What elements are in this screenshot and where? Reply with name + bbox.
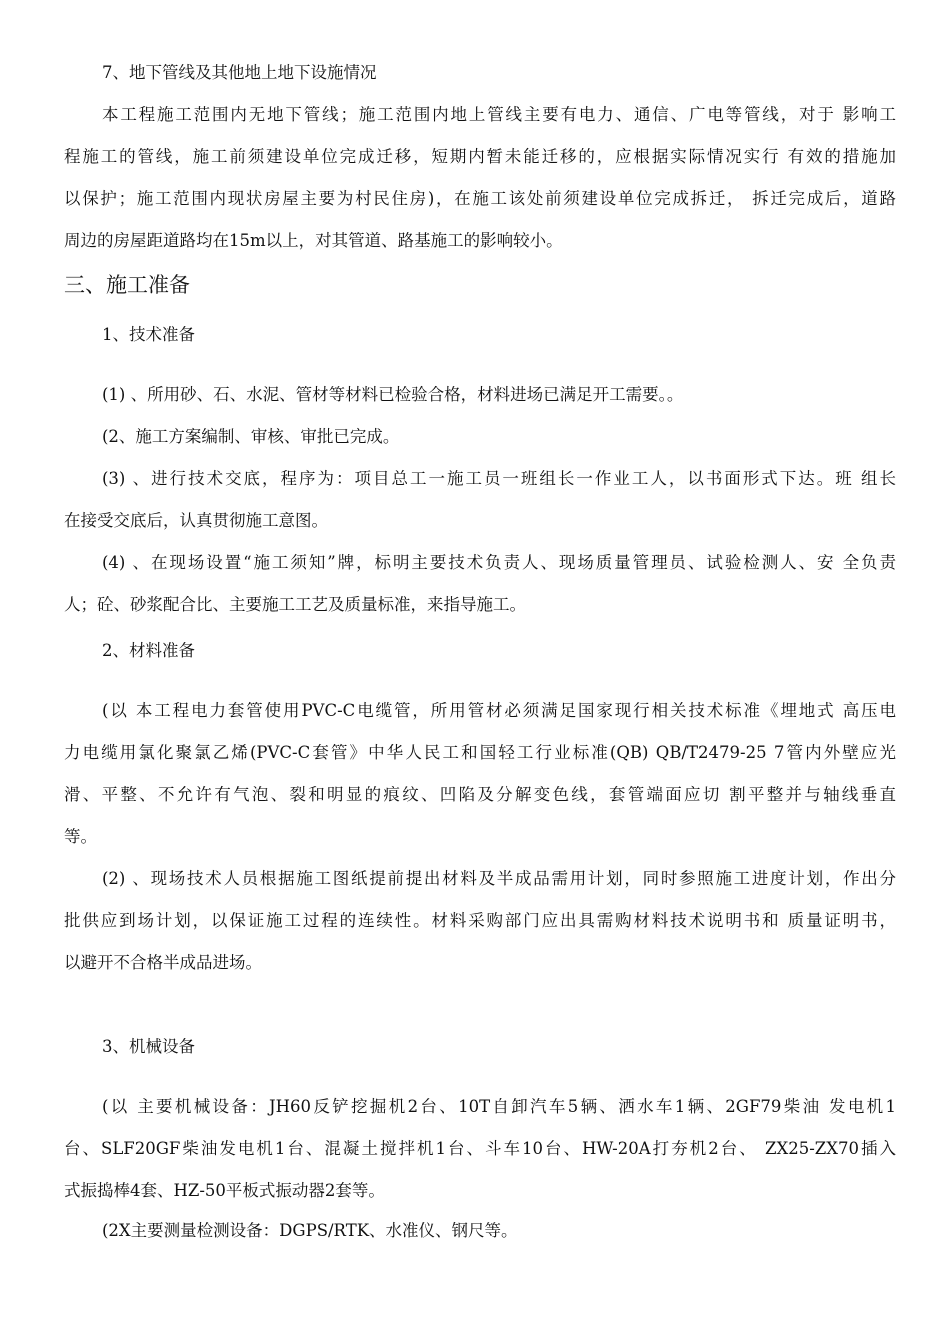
list-item-continuation: 台、SLF20GF柴油发电机1台、混凝土搅拌机1台、斗车10台、HW-20A打夯机2台、 ZX25-ZX70插入 xyxy=(64,1139,896,1158)
subsection-heading-material: 2、材料准备 xyxy=(102,641,195,660)
subsection-heading-machinery: 3、机械设备 xyxy=(102,1037,195,1056)
list-item-continuation: 滑、平整、不允许有气泡、裂和明显的痕纹、凹陷及分解变色线，套管端面应切 割平整并与轴线垂直 xyxy=(64,785,896,804)
list-item-continuation: 在接受交底后，认真贯彻施工意图。 xyxy=(64,511,328,530)
list-item-continuation: 式振捣棒4套、HZ-50平板式振动器2套等。 xyxy=(64,1181,385,1200)
list-item: (4) 、在现场设置“施工须知”牌，标明主要技术负责人、现场质量管理员、试验检测人、安 全负责 xyxy=(102,553,896,572)
list-item-continuation: 力电缆用氯化聚氯乙烯(PVC-C套管》中华人民工和国轻工行业标准(QB) QB/T2479-25 7管内外壁应光 xyxy=(64,743,896,762)
list-item-continuation: 等。 xyxy=(64,827,97,846)
list-item: (2) 、现场技术人员根据施工图纸提前提出材料及半成品需用计划，同时参照施工进度计划，作出分 xyxy=(102,869,896,888)
list-item: (以 本工程电力套管使用PVC-C电缆管，所用管材必须满足国家现行相关技术标准《埋地式 高压电 xyxy=(102,701,896,720)
chapter-title-construction-preparation: 三、施工准备 xyxy=(64,273,190,297)
list-item: (3) 、进行技术交底，程序为：项目总工一施工员一班组长一作业工人，以书面形式下达。班 组长 xyxy=(102,469,896,488)
list-item: (以 主要机械设备：JH60反铲挖掘机2台、10T自卸汽车5辆、洒水车1辆、2GF79柴油 发电机1 xyxy=(102,1097,896,1116)
paragraph-line: 程施工的管线，施工前须建设单位完成迁移，短期内暂未能迁移的，应根据实际情况实行 有效的措施加 xyxy=(64,147,896,166)
list-item: (2、施工方案编制、审核、审批已完成。 xyxy=(102,427,400,446)
list-item-continuation: 人；砼、砂浆配合比、主要施工工艺及质量标准，来指导施工。 xyxy=(64,595,526,614)
subsection-heading-technical: 1、技术准备 xyxy=(102,325,195,344)
list-item-continuation: 批供应到场计划，以保证施工过程的连续性。材料采购部门应出具需购材料技术说明书和 质量证明书， xyxy=(64,911,896,930)
list-item: (1) 、所用砂、石、水泥、管材等材料已检验合格，材料进场已满足开工需要。。 xyxy=(102,385,684,404)
paragraph-line: 周边的房屋距道路均在15m以上，对其管道、路基施工的影响较小。 xyxy=(64,231,563,250)
section-heading-underground-pipelines: 7、地下管线及其他地上地下设施情况 xyxy=(102,63,377,82)
paragraph-line: 本工程施工范围内无地下管线；施工范围内地上管线主要有电力、通信、广电等管线，对于 影响工 xyxy=(102,105,896,124)
list-item-continuation: 以避开不合格半成品进场。 xyxy=(64,953,262,972)
paragraph-line: 以保护；施工范围内现状房屋主要为村民住房)，在施工该处前须建设单位完成拆迁， 拆迁完成后，道路 xyxy=(64,189,896,208)
list-item: (2X主要测量检测设备：DGPS/RTK、水准仪、钢尺等。 xyxy=(102,1221,518,1240)
